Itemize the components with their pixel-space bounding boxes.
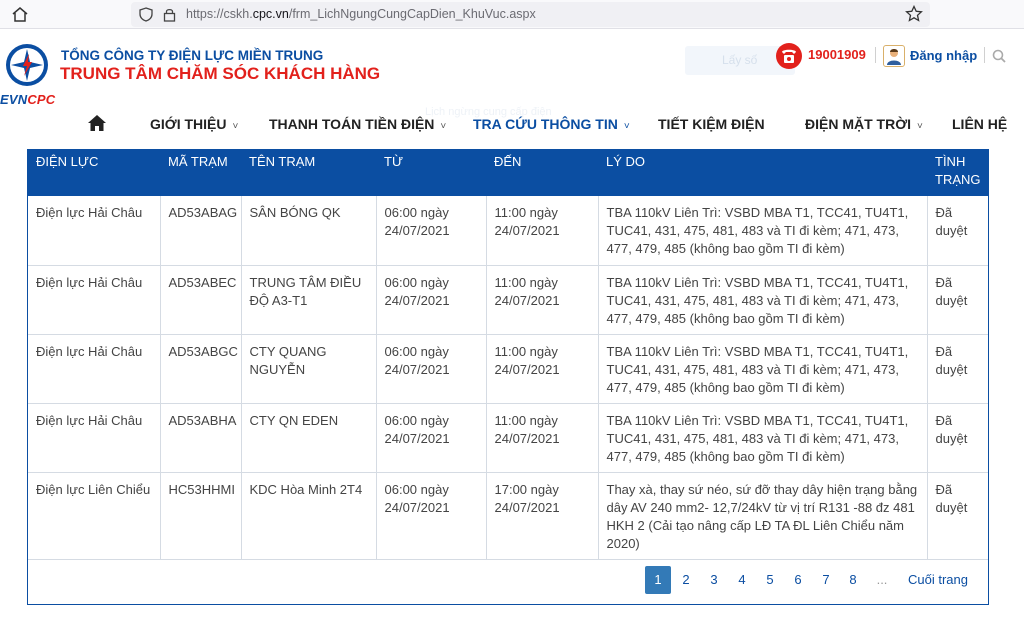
nav-thanh-toan[interactable] [269, 116, 446, 132]
site-header [0, 29, 1024, 149]
divider [875, 47, 876, 63]
nav-tra-cuu[interactable] [473, 116, 630, 132]
cell-dien-luc: Điện lực Hải Châu [28, 196, 160, 265]
cell-dien-luc: Điện lực Hải Châu [28, 334, 160, 403]
phone-icon [774, 41, 804, 71]
hotline-number[interactable]: 19001909 [808, 47, 866, 62]
chevron-down-icon: ˅ [917, 121, 923, 132]
cell-ten-tram: KDC Hòa Minh 2T4 [241, 472, 376, 559]
nav-lien-he[interactable] [952, 116, 1007, 132]
logo-wordmark [0, 92, 55, 107]
nav-label: LIÊN HỆ [952, 116, 1008, 132]
cell-ten-tram: CTY QUANG NGUYỄN [241, 334, 376, 403]
nav-label: THANH TOÁN TIỀN ĐIỆN [269, 116, 435, 132]
cell-den: 11:00 ngày 24/07/2021 [486, 196, 598, 265]
page-link-1[interactable]: 1 [645, 566, 671, 594]
address-bar[interactable] [131, 2, 930, 27]
outage-schedule-table [27, 149, 989, 605]
nav-dien-mat-troi[interactable] [805, 116, 923, 132]
table-row [28, 334, 988, 403]
cell-ten-tram: CTY QN EDEN [241, 403, 376, 472]
center-name: TRUNG TÂM CHĂM SÓC KHÁCH HÀNG [60, 64, 381, 83]
column-header[interactable]: TÊN TRẠM [241, 149, 376, 196]
table-header-row [28, 149, 988, 196]
cell-ma-tram: AD53ABGC [160, 334, 241, 403]
search-icon[interactable] [992, 49, 1006, 63]
user-avatar-icon[interactable] [883, 45, 905, 67]
cell-ly-do: Thay xà, thay sứ néo, sứ đỡ thay dây hiện trạng bằng dây AV 240 mm2- 12,7/24kV từ vị trí R131 -88 đz 481 HKH 2 (Cải tạo nâng cấp LĐ TA ĐL Liên Chiểu năm 2020) [598, 472, 927, 559]
cell-tinh-trang: Đã duyệt [927, 403, 988, 472]
home-icon[interactable] [88, 115, 106, 131]
cell-tu: 06:00 ngày 24/07/2021 [376, 265, 486, 334]
page-link-6[interactable]: 6 [794, 572, 802, 587]
cell-ly-do: TBA 110kV Liên Trì: VSBD MBA T1, TCC41, TU4T1, TUC41, 431, 475, 481, 483 và TI đi kèm; 471, 473, 477, 479, 485 (không bao gồm TI đi kèm) [598, 196, 927, 265]
cell-ly-do: TBA 110kV Liên Trì: VSBD MBA T1, TCC41, TU4T1, TUC41, 431, 475, 481, 483 và TI đi kèm; 471, 473, 477, 479, 485 (không bao gồm TI đi kèm) [598, 334, 927, 403]
url-text [186, 7, 536, 21]
column-header[interactable]: LÝ DO [598, 149, 927, 196]
cell-ly-do: TBA 110kV Liên Trì: VSBD MBA T1, TCC41, TU4T1, TUC41, 431, 475, 481, 483 và TI đi kèm; 471, 473, 477, 479, 485 (không bao gồm TI đi kèm) [598, 403, 927, 472]
cell-dien-luc: Điện lực Hải Châu [28, 265, 160, 334]
table-row [28, 265, 988, 334]
column-header[interactable]: MÃ TRẠM [160, 149, 241, 196]
nav-label: ĐIỆN MẶT TRỜI [805, 116, 912, 132]
cell-tu: 06:00 ngày 24/07/2021 [376, 403, 486, 472]
chevron-down-icon: ˅ [623, 121, 630, 132]
shield-icon[interactable] [139, 7, 153, 22]
url-prefix: https://cskh. [186, 7, 253, 21]
column-header[interactable]: TỪ [376, 149, 486, 196]
nav-tiet-kiem[interactable] [658, 116, 765, 132]
nav-gioi-thieu[interactable] [150, 116, 238, 132]
page-link-4[interactable]: 4 [738, 572, 746, 587]
column-header[interactable]: ĐẾN [486, 149, 598, 196]
cell-den: 11:00 ngày 24/07/2021 [486, 334, 598, 403]
cell-ten-tram: TRUNG TÂM ĐIỀU ĐỘ A3-T1 [241, 265, 376, 334]
cell-tinh-trang: Đã duyệt [927, 265, 988, 334]
pagination [28, 562, 988, 592]
bookmark-star-icon[interactable] [905, 5, 923, 23]
cell-tinh-trang: Đã duyệt [927, 472, 988, 559]
logo-text-evn: EVN [0, 92, 28, 107]
queue-number-button[interactable]: Lấy số [685, 46, 795, 75]
nav-label: TIẾT KIỆM ĐIỆN [658, 116, 765, 132]
page-link-5[interactable]: 5 [766, 572, 774, 587]
login-link[interactable]: Đăng nhập [910, 48, 978, 63]
page-ellipsis[interactable]: ... [876, 572, 888, 587]
page-link-8[interactable]: 8 [849, 572, 857, 587]
page-link-7[interactable]: 7 [822, 572, 830, 587]
table-row [28, 472, 988, 559]
chevron-down-icon: ˅ [232, 121, 239, 132]
last-page-link[interactable]: Cuối trang [908, 572, 968, 587]
cell-tinh-trang: Đã duyệt [927, 196, 988, 265]
cell-tu: 06:00 ngày 24/07/2021 [376, 472, 486, 559]
url-domain: cpc.vn [252, 7, 289, 21]
cell-tu: 06:00 ngày 24/07/2021 [376, 334, 486, 403]
cell-den: 17:00 ngày 24/07/2021 [486, 472, 598, 559]
home-icon[interactable] [10, 5, 30, 25]
column-header[interactable]: ĐIỆN LỰC [28, 149, 160, 196]
cell-ma-tram: AD53ABEC [160, 265, 241, 334]
evn-logo-icon[interactable] [4, 42, 50, 88]
cell-ma-tram: AD53ABAG [160, 196, 241, 265]
company-name: TỔNG CÔNG TY ĐIỆN LỰC MIỀN TRUNG [61, 48, 324, 63]
page-link-2[interactable]: 2 [682, 572, 690, 587]
cell-den: 11:00 ngày 24/07/2021 [486, 403, 598, 472]
column-header[interactable]: TÌNH TRẠNG [927, 149, 988, 196]
url-path: /frm_LichNgungCungCapDien_KhuVuc.aspx [288, 7, 536, 21]
cell-ly-do: TBA 110kV Liên Trì: VSBD MBA T1, TCC41, TU4T1, TUC41, 431, 475, 481, 483 và TI đi kèm; 471, 473, 477, 479, 485 (không bao gồm TI đi kèm) [598, 265, 927, 334]
page-link-3[interactable]: 3 [710, 572, 718, 587]
faded-page-title: Lịch ngừng cung cấp điện [425, 106, 552, 118]
cell-dien-luc: Điện lực Hải Châu [28, 403, 160, 472]
cell-ten-tram: SÂN BÓNG QK [241, 196, 376, 265]
cell-dien-luc: Điện lực Liên Chiểu [28, 472, 160, 559]
cell-tinh-trang: Đã duyệt [927, 334, 988, 403]
cell-ma-tram: AD53ABHA [160, 403, 241, 472]
lock-icon[interactable] [163, 7, 176, 22]
table-row [28, 403, 988, 472]
cell-ma-tram: HC53HHMI [160, 472, 241, 559]
logo-text-cpc: CPC [27, 92, 56, 107]
cell-den: 11:00 ngày 24/07/2021 [486, 265, 598, 334]
chevron-down-icon: ˅ [440, 121, 447, 132]
table-row [28, 196, 988, 265]
browser-toolbar [0, 0, 1024, 29]
nav-label: GIỚI THIỆU [150, 116, 227, 132]
cell-tu: 06:00 ngày 24/07/2021 [376, 196, 486, 265]
divider [984, 47, 985, 63]
nav-label: TRA CỨU THÔNG TIN [473, 116, 618, 132]
